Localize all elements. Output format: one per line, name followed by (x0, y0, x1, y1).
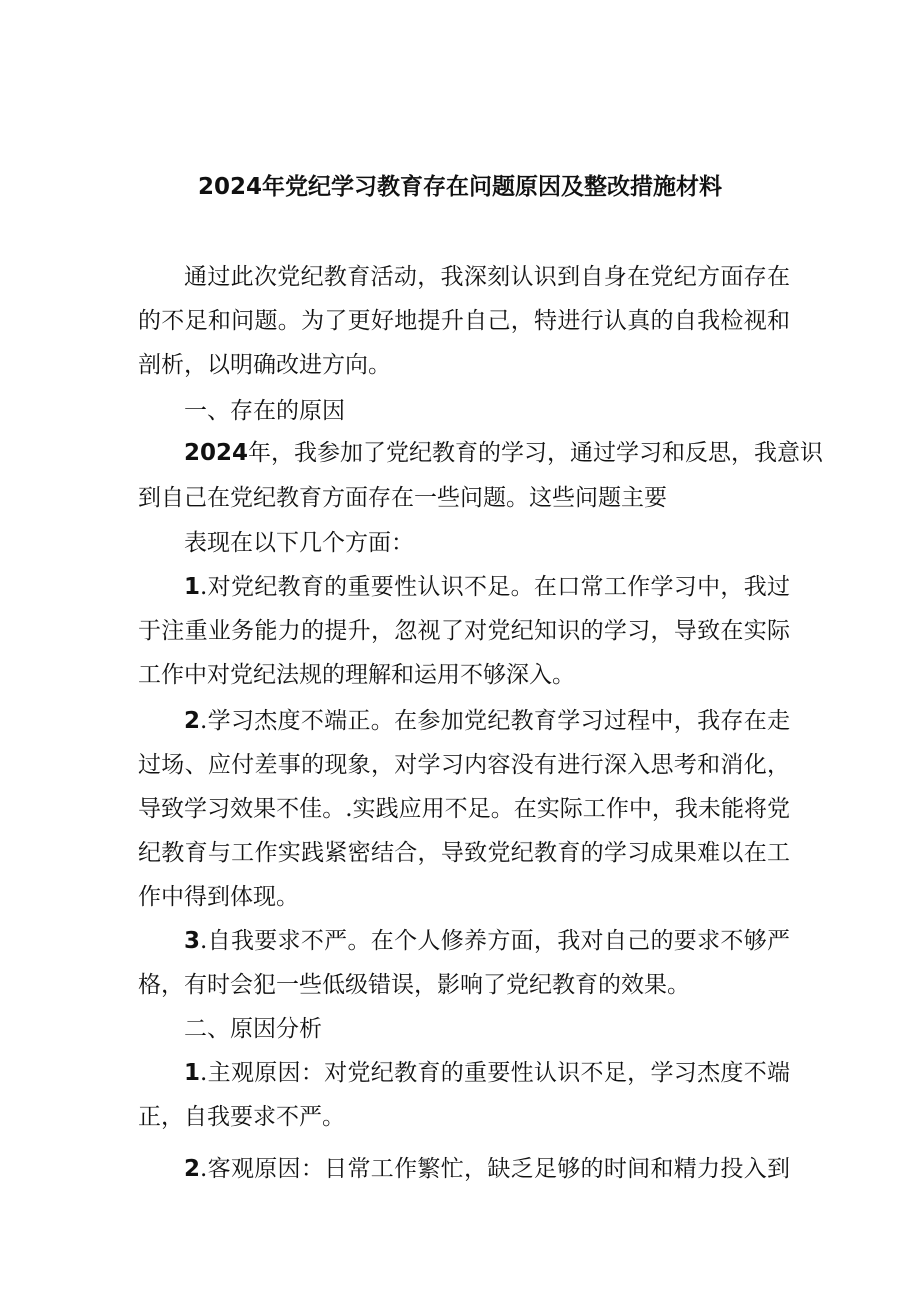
section-2-item-1-line-1 (184, 1056, 790, 1090)
item-number: 2 (184, 1156, 201, 1182)
section-2-heading: 二、原因分析 (184, 1016, 322, 1042)
item-3-line-1-text: .自我要求不严。在个人修养方面，我对自己的要求不够严 (200, 928, 790, 954)
section-1-item-2-line-4: 纪教育与工作实践紧密结合，导致党纪教育的学习成果难以在工 (138, 840, 790, 866)
item-number: 3 (184, 928, 201, 954)
section-1-item-1-line-3: 工作中对党纪法规的理解和运用不够深入。 (138, 662, 575, 688)
section-1-item-2-line-1 (184, 704, 790, 738)
intro-line-3: 剖析，以明确改进方向。 (138, 352, 391, 378)
section-1-item-2-line-2: 过场、应付差事的现象，对学习内容没有进行深入思考和消化， (138, 752, 790, 778)
section-1-item-2-line-5: 作中得到体现。 (138, 884, 299, 910)
s2-item-1-line-1-text: .主观原因：对党纪教育的重要性认识不足，学习杰度不端 (200, 1060, 790, 1086)
intro-line-2: 的不足和问题。为了更好地提升自己，特进行认真的自我检视和 (138, 308, 790, 334)
section-2-item-1-line-2: 正，自我要求不严。 (138, 1104, 345, 1130)
para-1-line-1-text: 年，我参加了党纪教育的学习，通过学习和反思，我意识 (248, 440, 824, 466)
section-1-item-3-line-2: 格，有时会犯一些低级错误，影响了党纪教育的效果。 (138, 972, 690, 998)
section-1-para-1-line-3: 表现在以下几个方面： (184, 530, 414, 556)
s2-item-2-line-1-text: .客观原因：日常工作繁忙，缺乏足够的时间和精力投入到 (200, 1156, 790, 1182)
intro-line-1: 通过此次党纪教育活动，我深刻认识到自身在党纪方面存在 (184, 264, 790, 290)
section-1-item-1-line-2: 于注重业务能力的提升，忽视了对党纪知识的学习，导致在实际 (138, 618, 790, 644)
section-1-item-1-line-1 (184, 570, 790, 604)
document-title: 2024年党纪学习教育存在问题原因及整改措施材料 (197, 174, 722, 200)
item-number: 1 (184, 1060, 201, 1086)
item-2-line-1-text: .学习杰度不端正。在参加党纪教育学习过程中，我存在走 (200, 708, 790, 734)
section-1-heading: 一、存在的原因 (184, 398, 345, 424)
item-number: 2 (184, 708, 201, 734)
year-number: 2024 (184, 440, 249, 466)
section-1-item-2-line-3: 导致学习效果不佳。.实践应用不足。在实际工作中，我未能将党 (138, 796, 790, 822)
section-1-item-3-line-1 (184, 924, 790, 958)
section-2-item-2-line-1 (184, 1152, 790, 1186)
item-number: 1 (184, 574, 201, 600)
section-1-para-1-line-1 (184, 436, 824, 470)
item-1-line-1-text: .对党纪教育的重要性认识不足。在口常工作学习中，我过 (200, 574, 790, 600)
section-1-para-1-line-2: 到自己在党纪教育方面存在一些问题。这些问题主要 (138, 485, 667, 511)
